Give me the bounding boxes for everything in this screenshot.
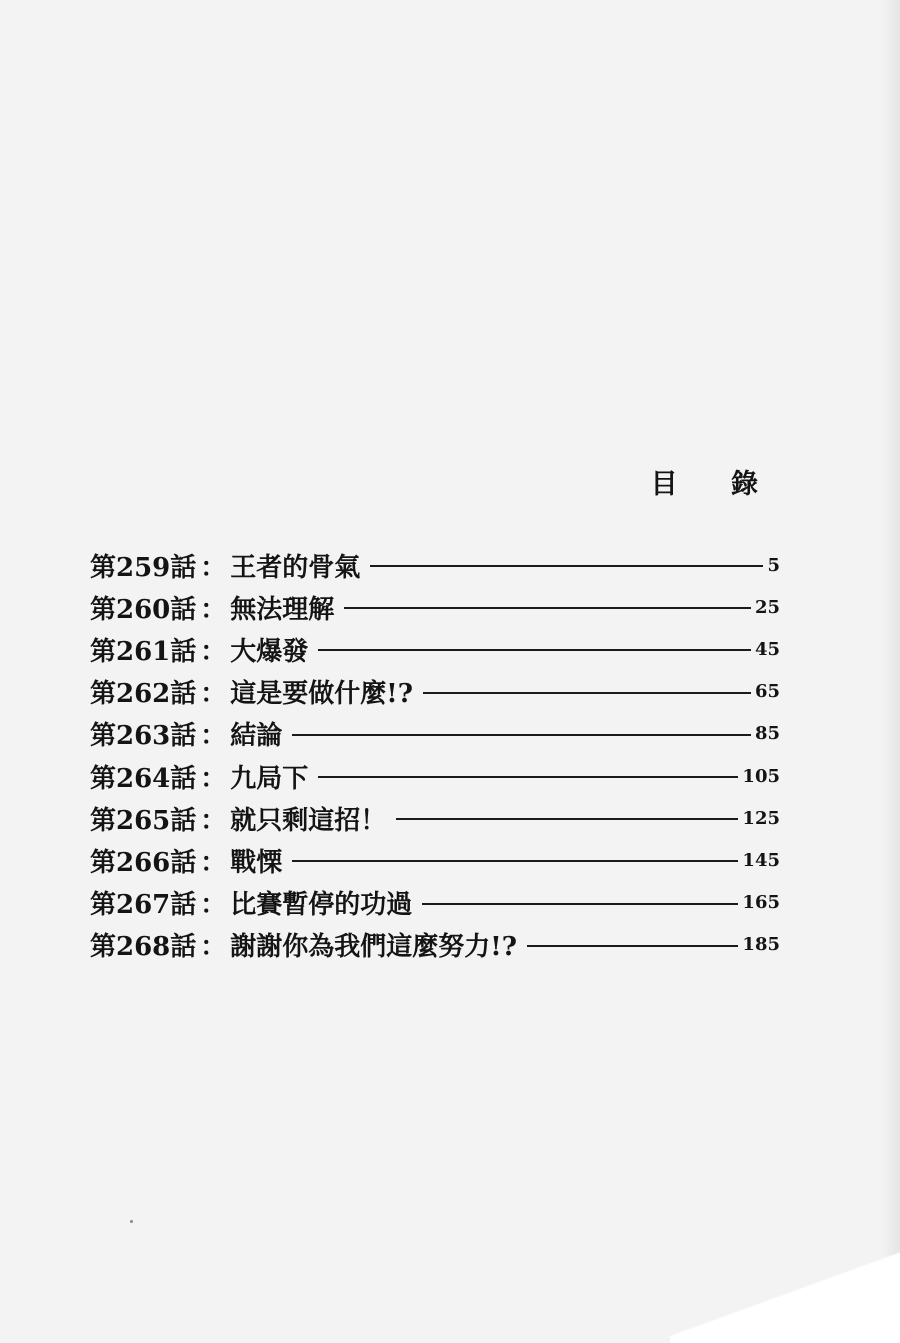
toc-chapter-number: 第265話 (90, 805, 197, 836)
toc-chapter-title: 無法理解 (230, 594, 335, 625)
toc-entry (90, 882, 780, 924)
page-corner (670, 1223, 900, 1343)
toc-leader-line (370, 565, 763, 567)
toc-page-number: 125 (742, 807, 780, 829)
toc-chapter-title: 大爆發 (230, 636, 309, 667)
toc-leader-line (292, 860, 738, 862)
toc-entry (90, 544, 780, 586)
toc-chapter-title: 這是要做什麼!? (230, 679, 413, 710)
toc-colon: ： (200, 932, 227, 963)
toc-leader-line (423, 692, 751, 694)
toc-colon: ： (200, 847, 227, 878)
toc-page-number: 85 (754, 723, 780, 745)
toc-chapter-title: 結論 (230, 721, 283, 752)
toc-chapter-number: 第266話 (90, 847, 197, 878)
toc-colon: ： (200, 805, 227, 836)
toc-colon: ： (200, 594, 227, 625)
toc-page-number: 105 (742, 765, 780, 787)
toc-colon: ： (200, 552, 227, 583)
toc-leader-line (344, 607, 751, 609)
toc-chapter-title: 就只剩這招！ (230, 805, 387, 836)
toc-entry (90, 586, 780, 628)
toc-chapter-number: 第267話 (90, 890, 197, 921)
toc-page-number: 65 (754, 681, 780, 703)
toc-entry (90, 755, 780, 797)
toc-entry (90, 713, 780, 755)
toc-colon: ： (200, 679, 227, 710)
toc-heading: 目 錄 (650, 469, 780, 500)
toc-leader-line (318, 776, 738, 778)
toc-chapter-number: 第264話 (90, 763, 197, 794)
toc-page-number: 145 (742, 849, 780, 871)
toc-page-number: 5 (767, 554, 780, 576)
toc-leader-line (292, 734, 751, 736)
toc-entry (90, 839, 780, 881)
toc-chapter-number: 第259話 (90, 552, 197, 583)
toc-chapter-number: 第262話 (90, 679, 197, 710)
toc-chapter-title: 謝謝你為我們這麼努力!? (230, 932, 517, 963)
toc-page-number: 25 (754, 596, 780, 618)
toc-leader-line (396, 818, 738, 820)
toc-page-number: 45 (754, 638, 780, 660)
toc-colon: ： (200, 721, 227, 752)
toc-chapter-number: 第263話 (90, 721, 197, 752)
toc-chapter-number: 第268話 (90, 932, 197, 963)
toc-page-number: 165 (742, 892, 780, 914)
toc-chapter-title: 戰慄 (230, 847, 283, 878)
toc-entry (90, 924, 780, 966)
toc-list (90, 544, 780, 966)
toc-colon: ： (200, 636, 227, 667)
toc-chapter-number: 第261話 (90, 636, 197, 667)
toc-colon: ： (200, 763, 227, 794)
toc-chapter-title: 王者的骨氣 (230, 552, 361, 583)
toc-entry (90, 628, 780, 670)
toc-leader-line (318, 649, 751, 651)
toc-leader-line (527, 945, 738, 947)
toc-chapter-number: 第260話 (90, 594, 197, 625)
toc-leader-line (422, 903, 738, 905)
toc-page-number: 185 (742, 934, 780, 956)
page-edge-shadow (882, 0, 900, 1343)
paper-speck (130, 1220, 133, 1223)
toc-colon: ： (200, 890, 227, 921)
toc-entry (90, 797, 780, 839)
toc-chapter-title: 九局下 (230, 763, 309, 794)
toc-chapter-title: 比賽暫停的功過 (230, 890, 413, 921)
toc-entry (90, 671, 780, 713)
